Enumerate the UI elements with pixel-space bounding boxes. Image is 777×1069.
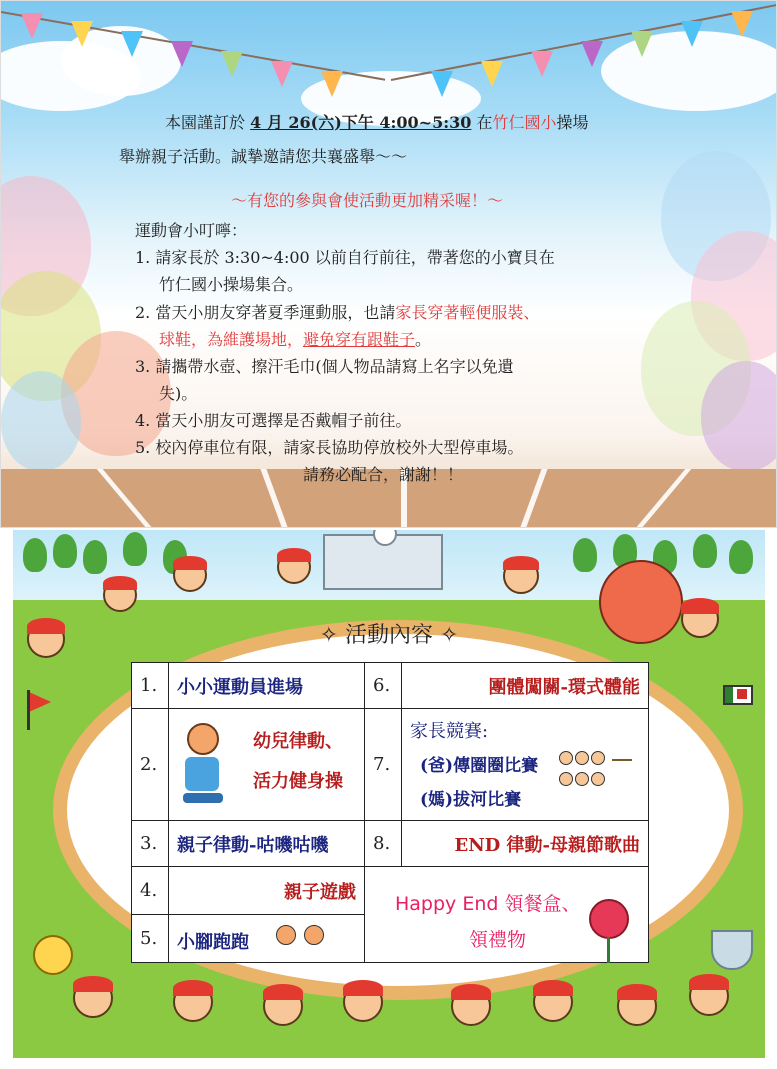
tree-decoration <box>729 540 753 574</box>
bunting-flag <box>171 41 193 67</box>
child-illustration <box>103 578 137 612</box>
bunting-flag <box>481 61 503 87</box>
reminder-item-3-line-1: 3. 請攜帶水壺、擦汗毛巾(個人物品請寫上名字以免遺 <box>135 357 514 376</box>
reminder-item-3-line-2: 失)。 <box>159 384 198 403</box>
child-illustration <box>263 986 303 1026</box>
child-illustration <box>533 982 573 1022</box>
activity-cell <box>402 709 649 821</box>
bunting-flag <box>681 21 703 47</box>
activities-table <box>131 662 649 963</box>
activity-title: 家長競賽: <box>410 721 489 742</box>
child-illustration <box>277 550 311 584</box>
activity-number: 3. <box>132 821 169 867</box>
activity-cell <box>169 709 365 821</box>
child-illustration <box>73 978 113 1018</box>
flag-icon <box>723 685 753 705</box>
invitation-slogan: ～有您的參與會使活動更加精采喔！～ <box>231 191 504 210</box>
activity-cell <box>169 915 365 963</box>
reminder-highlight: 球鞋，為維護場地， <box>159 330 304 349</box>
balloon-decoration <box>701 361 777 471</box>
tree-decoration <box>123 532 147 566</box>
tree-decoration <box>83 540 107 574</box>
flower-stem <box>607 937 610 963</box>
bunting-flag <box>731 11 753 37</box>
child-illustration <box>173 982 213 1022</box>
reminder-highlight-underlined: 避免穿有跟鞋子 <box>303 330 416 349</box>
child-illustration <box>503 558 539 594</box>
activity-name: END 律動-母親節歌曲 <box>402 821 649 867</box>
activity-number: 6. <box>365 663 402 709</box>
bunting-flag <box>431 71 453 97</box>
tree-decoration <box>23 538 47 572</box>
tree-decoration <box>53 534 77 568</box>
child-illustration <box>173 558 207 592</box>
table-row <box>132 663 649 709</box>
exercising-child-illustration <box>175 719 229 809</box>
activity-number: 8. <box>365 821 402 867</box>
table-row <box>132 867 649 915</box>
activity-sub-item: (爸)傳圈圈比賽 <box>420 756 539 776</box>
school-building <box>323 534 443 590</box>
bunting-flag <box>531 51 553 77</box>
bunting-flag <box>631 31 653 57</box>
clock-icon <box>373 530 397 546</box>
running-children-illustration <box>275 925 325 950</box>
bunting-flag <box>121 31 143 57</box>
activities-heading: ✧ 活動內容 ✧ <box>319 623 459 648</box>
activity-name: 小小運動員進場 <box>169 663 365 709</box>
medal-icon <box>33 935 73 975</box>
bunting-flag <box>271 61 293 87</box>
child-illustration <box>451 986 491 1026</box>
tree-decoration <box>693 534 717 568</box>
carnation-flower-icon <box>589 899 629 939</box>
invitation-mid: 在 <box>476 113 493 132</box>
reminder-item-5: 5. 校內停車位有限，請家長協助停放校外大型停車場。 <box>135 438 524 457</box>
activity-name: 小腳跑跑 <box>177 932 249 953</box>
reminder-item-1-line-1: 1. 請家長於 3:30~4:00 以前自行前往，帶著您的小寶貝在 <box>135 248 555 267</box>
balloon-decoration <box>1 371 81 471</box>
table-row <box>132 821 649 867</box>
pennant-flag-icon <box>29 692 51 712</box>
event-datetime: 4 月 26(六)下午 4:00~5:30 <box>250 113 472 132</box>
reminder-item-2-line-2 <box>159 326 431 353</box>
bunting-flag <box>21 13 43 39</box>
child-illustration <box>343 982 383 1022</box>
invitation-section <box>0 0 777 528</box>
activity-name-line-2: 活力健身操 <box>253 771 343 792</box>
activity-number: 1. <box>132 663 169 709</box>
activity-number: 7. <box>365 709 402 821</box>
invitation-line-2: 舉辦親子活動。誠摯邀請您共襄盛舉～～ <box>119 147 408 166</box>
tug-of-war-illustration <box>558 749 648 791</box>
invitation-line-1 <box>165 109 589 136</box>
bunting-flag <box>321 71 343 97</box>
reminder-item-1-line-2: 竹仁國小操場集合。 <box>159 275 304 294</box>
bunting-flag <box>71 21 93 47</box>
activity-name-line-1: Happy End 領餐盒、 <box>395 893 581 915</box>
activity-cell <box>365 867 649 963</box>
activity-number: 4. <box>132 867 169 915</box>
event-place: 竹仁國小 <box>492 113 557 132</box>
reminder-item-2-line-1 <box>135 299 539 326</box>
invitation-suffix: 操場 <box>556 113 589 132</box>
invitation-prefix: 本園謹訂於 <box>165 113 246 132</box>
activity-number: 5. <box>132 915 169 963</box>
invitation-closing: 請務必配合，謝謝！！ <box>303 465 464 484</box>
child-illustration <box>689 976 729 1016</box>
reminder-item-4: 4. 當天小朋友可選擇是否戴帽子前往。 <box>135 411 412 430</box>
tree-decoration <box>573 538 597 572</box>
activity-name: 親子律動-咕嘰咕嘰 <box>169 821 365 867</box>
activity-name: 親子遊戲 <box>169 867 365 915</box>
activity-sub-item: (媽)拔河比賽 <box>420 790 522 810</box>
reminder-text: 。 <box>415 330 432 349</box>
reminder-title: 運動會小叮嚀： <box>135 221 248 240</box>
activity-name: 團體闖關-環式體能 <box>402 663 649 709</box>
flag-pole <box>27 690 30 730</box>
bunting-flag <box>221 51 243 77</box>
activity-name-line-2: 領禮物 <box>469 929 527 951</box>
activity-number: 2. <box>132 709 169 821</box>
reminder-text: 2. 當天小朋友穿著夏季運動服，也請 <box>135 303 396 322</box>
child-illustration <box>617 986 657 1026</box>
trophy-icon <box>711 930 753 970</box>
activities-section <box>13 530 765 1058</box>
table-row <box>132 709 649 821</box>
reminder-highlight: 家長穿著輕便服裝、 <box>395 303 540 322</box>
activity-name-line-1: 幼兒律動、 <box>253 731 343 752</box>
bunting-flag <box>581 41 603 67</box>
